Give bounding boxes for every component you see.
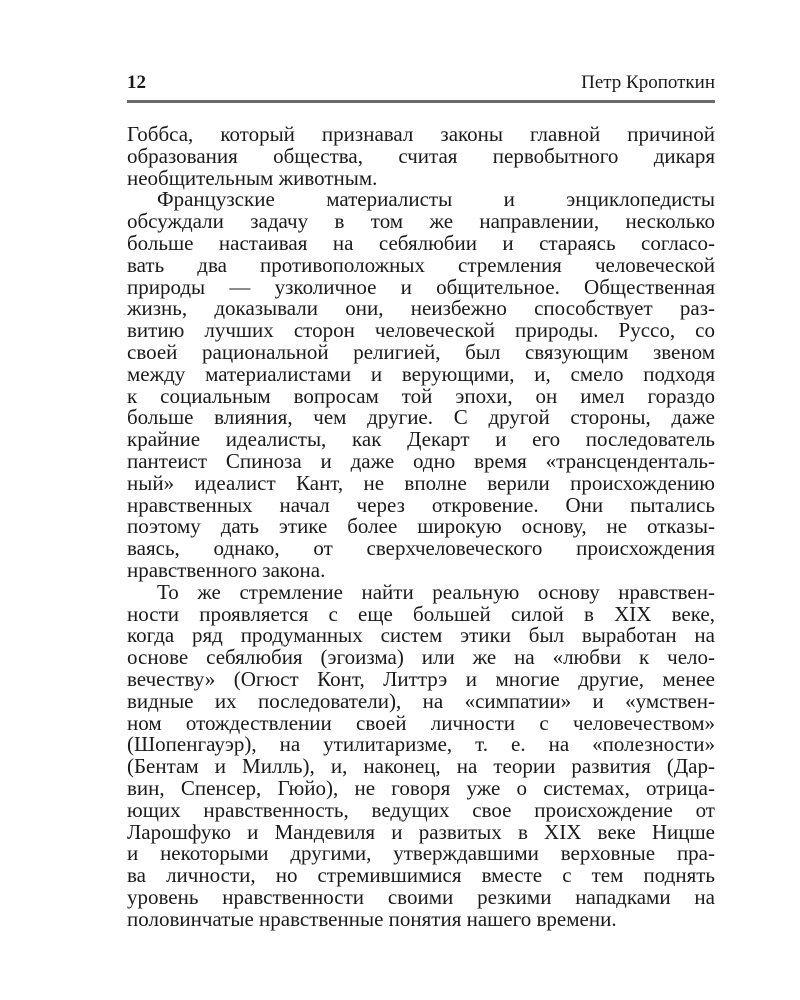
text-line: вечеству» (Огюст Конт, Литтрэ и многие другие, менее <box>127 666 715 691</box>
text-line: Ларошфуко и Мандевиля и развитых в XIX веке Ницше <box>127 819 715 844</box>
text-line: ва личности, но стремившимися вместе с тем поднять <box>127 863 715 888</box>
text-line: витию лучших сторон человеческой природы. Руссо, со <box>127 318 715 343</box>
book-page <box>127 72 715 930</box>
header-rule <box>127 100 715 103</box>
text-line: образования общества, считая первобытного дикаря <box>127 143 715 168</box>
text-line: уровень нравственности своими резкими нападками на <box>127 884 715 909</box>
text-line: необщительным животным. <box>127 165 378 190</box>
text-line: ный» идеалист Кант, не вполне верили происхождению <box>127 470 715 495</box>
text-line: между материалистами и верующими, и, смело подходя <box>127 361 715 386</box>
text-line: своей рациональной религией, был связующим звеном <box>127 339 715 364</box>
text-line: основе себялюбия (эгоизма) или же на «любви к чело- <box>127 645 715 670</box>
paragraph <box>127 124 715 189</box>
text-line: поэтому дать этике более широкую основу, не отказы- <box>127 514 715 539</box>
text-line: (Бентам и Милль), и, наконец, на теории развития (Дар- <box>127 754 715 779</box>
text-line: вин, Спенсер, Гюйо), не говоря уже о системах, отрица- <box>127 775 715 800</box>
text-line: половинчатые нравственные понятия нашего времени. <box>127 906 617 931</box>
text-line: нравственного закона. <box>127 557 326 582</box>
text-line: больше влияния, чем другие. С другой стороны, даже <box>127 405 715 430</box>
text-line: больше настаивая на себялюбии и стараясь согласо- <box>127 230 715 255</box>
text-line: и некоторыми другими, утверждавшими верховные пра- <box>127 841 715 866</box>
body-text <box>127 124 715 930</box>
text-line: Французские материалисты и энциклопедисты <box>157 187 715 212</box>
page-number: 12 <box>127 72 146 93</box>
text-line: вать два противоположных стремления человеческой <box>127 252 715 277</box>
text-line: пантеист Спиноза и даже одно время «трансценденталь- <box>127 448 715 473</box>
text-line: ваясь, однако, от сверхчеловеческого происхождения <box>127 536 715 561</box>
text-line: То же стремление найти реальную основу нравствен- <box>157 579 715 604</box>
paragraph <box>127 579 715 931</box>
running-title: Петр Кропоткин <box>581 72 715 93</box>
text-line: (Шопенгауэр), на утилитаризме, т. е. на «полезности» <box>127 732 715 757</box>
text-line: крайние идеалисты, как Декарт и его последователь <box>127 427 715 452</box>
text-line: Гоббса, который признавал законы главной причиной <box>127 122 715 146</box>
running-head <box>127 72 715 98</box>
paragraph <box>127 189 715 581</box>
text-line: жизнь, доказывали они, неизбежно способствует раз- <box>127 296 715 321</box>
text-line: видные их последователи), на «симпатии» и «умствен- <box>127 688 715 713</box>
text-line: к социальным вопросам той эпохи, он имел гораздо <box>127 383 715 408</box>
text-line: нравственных начал через откровение. Они пытались <box>127 492 715 517</box>
text-line: когда ряд продуманных систем этики был выработан на <box>127 623 715 648</box>
text-line: обсуждали задачу в том же направлении, несколько <box>127 209 715 234</box>
text-line: ности проявляется с еще большей силой в XIX веке, <box>127 601 715 626</box>
text-line: ющих нравственность, ведущих свое происхождение от <box>127 797 715 822</box>
text-line: ном отождествлении своей личности с человечеством» <box>127 710 715 735</box>
text-line: природы — узколичное и общительное. Общественная <box>127 274 715 299</box>
